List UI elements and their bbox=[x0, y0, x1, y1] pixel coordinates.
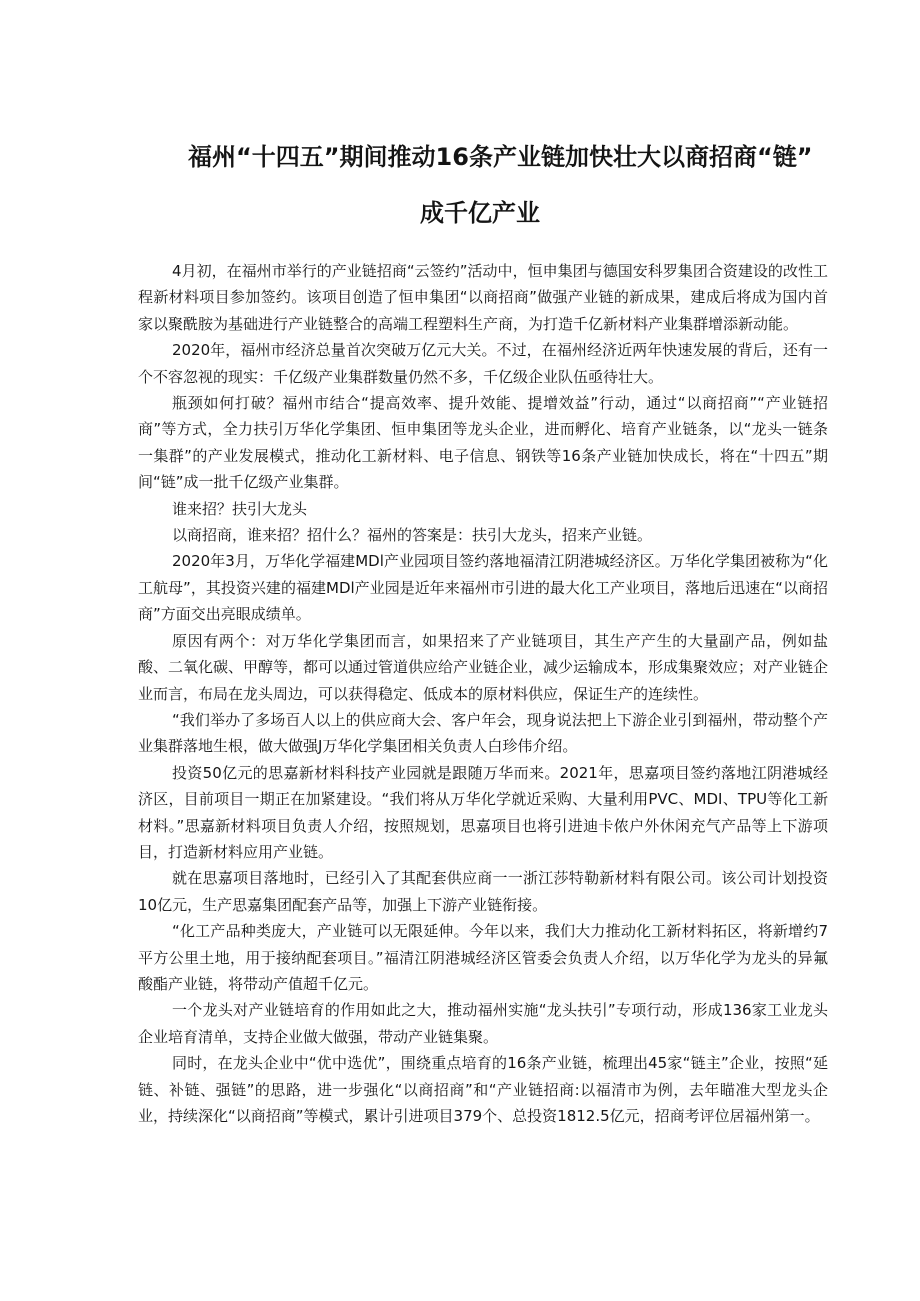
paragraph: 一个龙头对产业链培育的作用如此之大，推动福州实施“龙头扶引”专项行动，形成136家工业龙头企业培育清单，支持企业做大做强，带动产业链集聚。 bbox=[138, 1001, 828, 1046]
paragraph: 2020年3月，万华化学福建MDl产业园项目签约落地福清江阴港城经济区。万华化学集团被称为“化工航母”，其投资兴建的福建MDl产业园是近年来福州市引进的最大化工产业项目，落地后迅速在“以商招商”方面交出亮眼成绩单。 bbox=[138, 552, 828, 624]
article-title-line-2: 成千亿产业 bbox=[420, 199, 540, 227]
paragraph: 就在思嘉项目落地时，已经引入了其配套供应商一一浙江莎特勒新材料有限公司。该公司计划投资10亿元，生产思嘉集团配套产品等，加强上下游产业链衔接。 bbox=[138, 869, 828, 914]
paragraph: 原因有两个：对万华化学集团而言，如果招来了产业链项目，其生产产生的大量副产品，例如盐酸、二氧化碳、甲醇等，都可以通过管道供应给产业链企业，减少运输成本，形成集聚效应；对产业链企业而言，布局在龙头周边，可以获得稳定、低成本的原材料供应，保证生产的连续性。 bbox=[138, 631, 829, 703]
paragraph: 以商招商，谁来招？招什么？福州的答案是：扶引大龙头，招来产业链。 bbox=[172, 526, 653, 545]
paragraph: “我们举办了多场百人以上的供应商大会、客户年会，现身说法把上下游企业引到福州，带动整个产业集群落地生根，做大做强J万华化学集团相关负责人白珍伟介绍。 bbox=[138, 710, 828, 756]
paragraph: 投资50亿元的思嘉新材料科技产业园就是跟随万华而来。2021年，思嘉项目签约落地江阴港城经济区，目前项目一期正在加紧建设。“我们将从万华化学就近采购、大量利用PVC、MDI、TPU等化工新材料。”思嘉新材料项目负责人介绍，按照规划，思嘉项目也将引进迪卡侬户外休闲充气产品等上下游项目，打造新材料应用产业链。 bbox=[138, 763, 828, 861]
paragraph: 2020年，福州市经济总量首次突破万亿元大关。不过，在福州经济近两年快速发展的背后，还有一个不容忽视的现实：千亿级产业集群数量仍然不多，千亿级企业队伍亟待壮大。 bbox=[138, 341, 828, 386]
paragraph: 瓶颈如何打破？福州市结合“提高效率、提升效能、提增效益”行动，通过“以商招商”“产业链招商”等方式，全力扶引万华化学集团、恒申集团等龙头企业，进而孵化、培育产业链条，以“龙头一链条一集群”的产业发展模式，推动化工新材料、电子信息、钢铁等16条产业链加快成长，将在“十四五”期间“链”成一批千亿级产业集群。 bbox=[138, 394, 828, 492]
paragraph: 4月初，在福州市举行的产业链招商“云签约”活动中，恒申集团与德国安科罗集团合资建设的改性工程新材料项目参加签约。该项目创造了恒申集团“以商招商”做强产业链的新成果，建成后将成为国内首家以聚酰胺为基础进行产业链整合的高端工程塑料生产商，为打造千亿新材料产业集群增添新动能。 bbox=[138, 262, 828, 333]
paragraph: 同时，在龙头企业中“优中选优”，围绕重点培育的16条产业链，梳理出45家“链主”企业，按照“延链、补链、强链”的思路，进一步强化“以商招商”和“产业链招商:以福清市为例，去年瞄准大型龙头企业，持续深化“以商招商”等模式，累计引进项目379个、总投资1812.5亿元，招商考评位居福州第一。 bbox=[138, 1054, 828, 1125]
section-heading: 谁来招？扶引大龙头 bbox=[172, 499, 308, 518]
paragraph: “化工产品种类庞大，产业链可以无限延伸。今年以来，我们大力推动化工新材料拓区，将新增约7平方公里土地，用于接纳配套项目。”福清江阴港城经济区管委会负责人介绍，以万华化学为龙头的异氟酸酯产业链，将带动产值超千亿元。 bbox=[138, 922, 828, 993]
article-body bbox=[138, 258, 828, 1129]
article-title-line-1: 福州“十四五”期间推动16条产业链加快壮大以商招商“链” bbox=[188, 143, 813, 171]
